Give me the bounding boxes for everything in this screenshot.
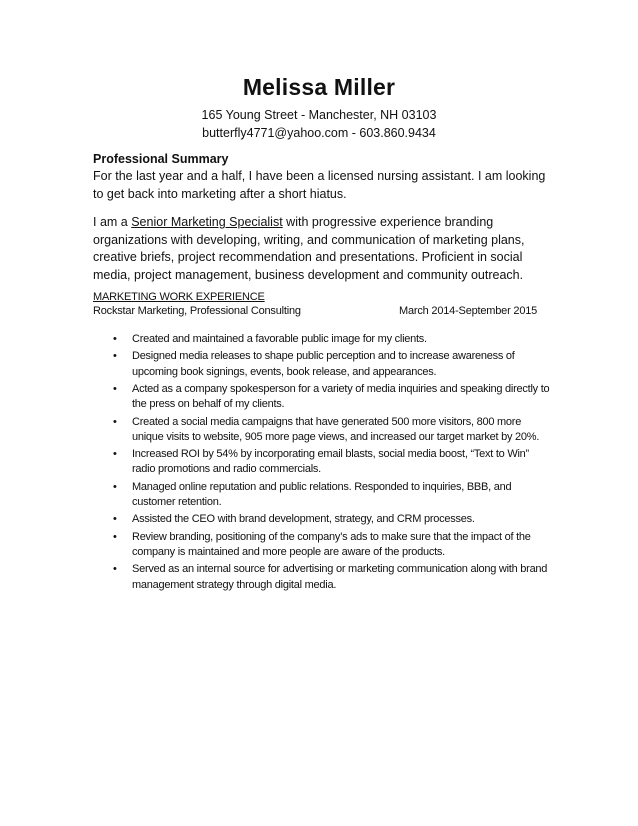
bullet-text: Acted as a company spokesperson for a variety of media inquiries and speaking directly to the press on behalf of my clients. [132,383,550,411]
bullet-icon: • [113,513,117,526]
bullet-icon: • [113,350,117,363]
address-line: 165 Young Street - Manchester, NH 03103 [201,108,437,122]
summary-paragraph-1: For the last year and a half, I have been a licensed nursing assistant. I am looking to get back into marketing after a short hiatus. [93,169,546,201]
list-item [113,447,553,477]
list-item [113,332,553,347]
summary-paragraph-2-rest: with progressive experience branding organizations with developing, writing, and communication of marketing plans, creative briefs, project recommendation and presentations. Proficient in social media, project management, business development and community outreach. [93,215,525,282]
email-phone-line: butterfly4771@yahoo.com - 603.860.9434 [202,126,436,140]
bullet-icon: • [113,563,117,576]
list-item [113,530,553,560]
list-item [113,349,553,379]
job-title-highlight: Senior Marketing Specialist [131,215,283,229]
experience-bullet-list [113,332,553,595]
bullet-text: Designed media releases to shape public perception and to increase awareness of upcoming book signings, events, book release, and appearances. [132,350,515,378]
employer-name: Rockstar Marketing, Professional Consulting [93,305,301,317]
bullet-icon: • [113,415,117,428]
applicant-name: Melissa Miller [242,74,396,100]
experience-heading: MARKETING WORK EXPERIENCE [93,291,265,303]
list-item [113,415,553,445]
employment-dates: March 2014-September 2015 [399,305,538,317]
bullet-icon: • [113,480,117,493]
bullet-text: Created and maintained a favorable public image for my clients. [132,333,427,345]
bullet-text: Assisted the CEO with brand development, strategy, and CRM processes. [132,513,475,526]
list-item [113,480,553,510]
list-item [113,512,553,527]
list-item [113,382,553,412]
bullet-icon: • [113,530,117,543]
summary-heading: Professional Summary [93,152,229,166]
summary-paragraph-2 [93,214,553,284]
bullet-text: Created a social media campaigns that have generated 500 more visitors, 800 more unique visits to website, 905 more page views, and increased our target market by 20%. [132,415,540,443]
bullet-text: Served as an internal source for advertising or marketing communication along with brand management strategy through digital media. [132,563,548,591]
bullet-icon: • [113,333,117,345]
bullet-text: Managed online reputation and public relations. Responded to inquiries, BBB, and customer retention. [132,480,512,508]
list-item [113,562,553,592]
bullet-icon: • [113,448,117,461]
bullet-icon: • [113,383,117,396]
bullet-text: Review branding, positioning of the company’s ads to make sure that the impact of the company is maintained and more people are aware of the products. [132,530,531,558]
bullet-text: Increased ROI by 54% by incorporating email blasts, social media boost, “Text to Win” radio promotions and radio commercials. [132,448,529,476]
summary-paragraph-2-prefix: I am a [93,215,132,229]
